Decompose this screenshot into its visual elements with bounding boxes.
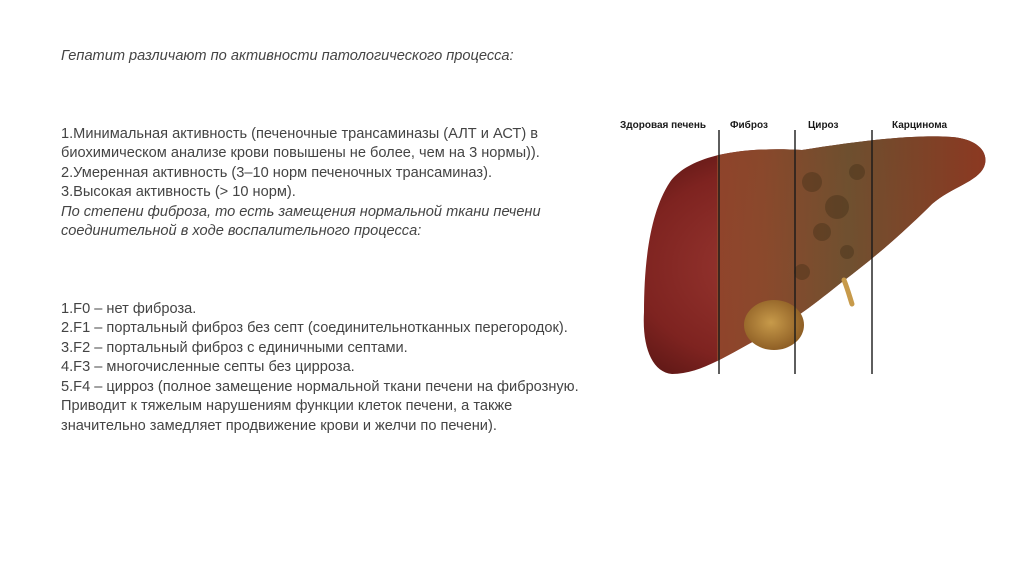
activity-item-3: 3.Высокая активность (> 10 норм). [61, 184, 296, 200]
liver-stages-figure [612, 112, 1002, 382]
fibrosis-intro-text: По степени фиброза, то есть замещения нормальной ткани печени соединительной в ходе воспалительного процесса: [61, 203, 541, 239]
fibrosis-item-f2: 3.F2 – портальный фиброз с единичными септами. [61, 339, 408, 356]
label-carcinoma: Карцинома [892, 120, 948, 131]
label-cirrhosis: Цироз [808, 120, 839, 131]
activity-item-2: 2.Умеренная активность (3–10 норм печеночных трансаминаз). [61, 164, 492, 181]
fibrosis-item-f4: 5.F4 – цирроз (полное замещение нормальной ткани печени на фиброзную. Приводит к тяжелым нарушениям функции клеток печени, а также значительно замедляет продвижение крови и желчи по печени). [61, 378, 579, 434]
fibrosis-item-f3: 4.F3 – многочисленные септы без цирроза. [61, 359, 355, 375]
fibrosis-item-f0: 1.F0 – нет фиброза. [61, 300, 197, 317]
label-healthy-liver: Здоровая печень [620, 120, 707, 131]
liver-illustration [612, 112, 1002, 382]
fibrosis-item-f1: 2.F1 – портальный фиброз без септ (соединительнотканных перегородок). [61, 320, 568, 336]
intro-text: Гепатит различают по активности патологического процесса: [61, 48, 514, 64]
label-fibrosis: Фиброз [730, 120, 768, 131]
text-content [61, 47, 591, 436]
activity-item-1: 1.Минимальная активность (печеночные трансаминазы (АЛТ и АСТ) в биохимическом анализе крови повышены не более, чем на 3 нормы)). [61, 125, 540, 161]
bile-duct [844, 280, 852, 304]
